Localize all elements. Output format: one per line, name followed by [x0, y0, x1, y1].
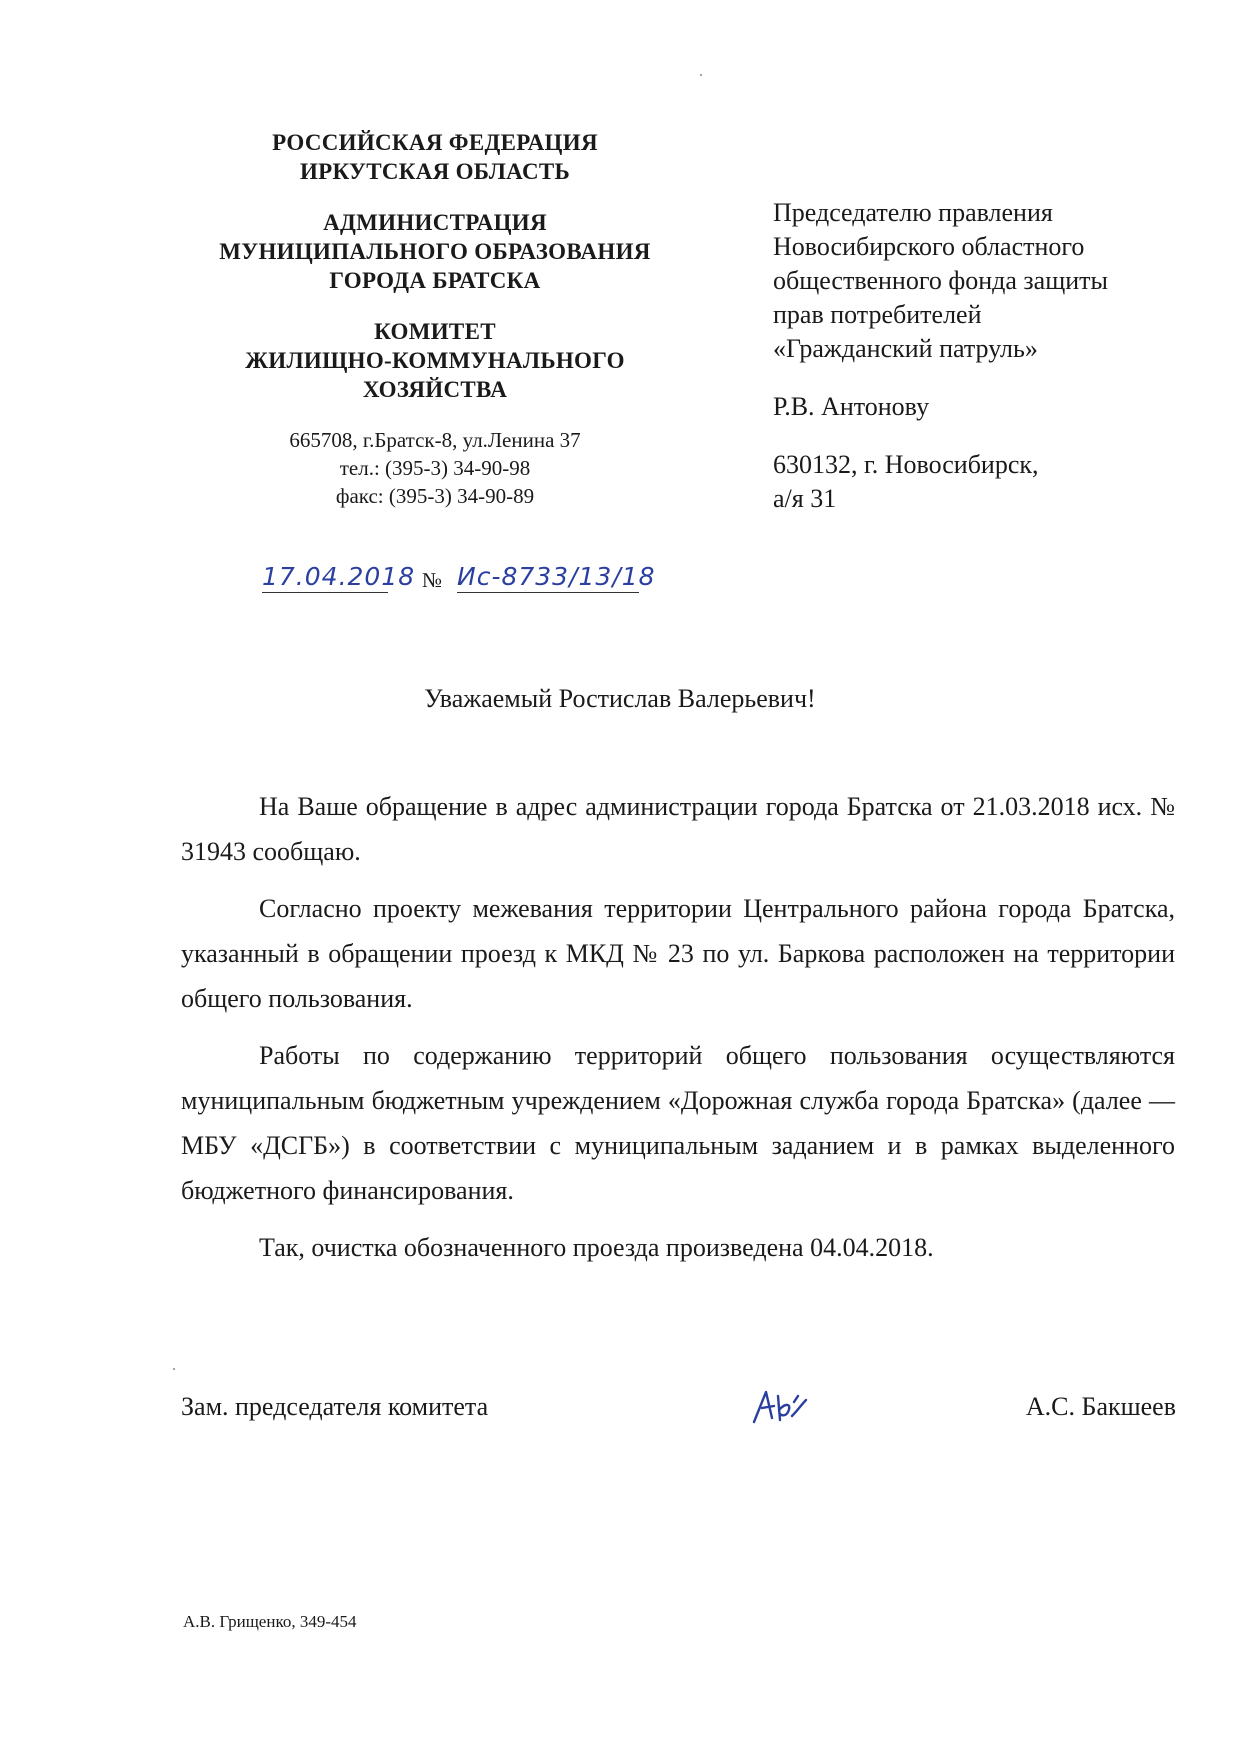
handwritten-signature [748, 1382, 808, 1430]
letterhead-fax: факс: (395-3) 34-90-89 [335, 484, 535, 508]
letter-body [181, 784, 1175, 1282]
letterhead [180, 128, 690, 510]
addressee-postal-line: 630132, г. Новосибирск, [773, 450, 1039, 479]
scan-speck [173, 1368, 175, 1370]
letterhead-address: 665708, г.Братск-8, ул.Ленина 37 [289, 428, 581, 452]
letterhead-phone: тел.: (395-3) 34-90-98 [339, 456, 531, 480]
addressee-line: Новосибирского областного [773, 232, 1085, 261]
addressee-name: Р.В. Антонову [773, 392, 930, 421]
addressee-line: общественного фонда защиты [773, 266, 1108, 295]
body-paragraph: На Ваше обращение в адрес администрации города Братска от 21.03.2018 исх. № 31943 сообщаю. [181, 792, 1175, 866]
registration-number-sign: № [422, 568, 443, 592]
letterhead-line: КОМИТЕТ [374, 319, 496, 344]
registration-line [262, 562, 656, 596]
registration-date: 17.04.2018 [262, 562, 416, 591]
addressee-postal-line: а/я 31 [773, 484, 837, 513]
letterhead-line: ИРКУТСКАЯ ОБЛАСТЬ [299, 159, 570, 184]
letterhead-line: АДМИНИСТРАЦИЯ [323, 210, 547, 235]
registration-number: Ис-8733/13/18 [457, 562, 656, 591]
addressee-position [773, 196, 1213, 366]
letterhead-country [180, 128, 690, 186]
addressee-line: «Гражданский патруль» [773, 334, 1038, 363]
letterhead-committee [180, 317, 690, 404]
letterhead-administration [180, 208, 690, 295]
addressee-line: прав потребителей [773, 300, 982, 329]
signatory-name: А.С. Бакшеев [1025, 1392, 1176, 1421]
scan-speck [700, 74, 702, 76]
body-paragraph: Работы по содержанию территорий общего пользования осуществляются муниципальным бюджетным учреждением «Дорожная служба города Братска» (далее — МБУ «ДСГБ») в соответствии с муниципальным заданием и в рамках выделенного бюджетного финансирования. [181, 1041, 1175, 1205]
letterhead-line: ЖИЛИЩНО-КОММУНАЛЬНОГО [245, 348, 625, 373]
addressee-block [773, 196, 1213, 516]
letterhead-line: МУНИЦИПАЛЬНОГО ОБРАЗОВАНИЯ [219, 239, 651, 264]
executor-note: А.В. Грищенко, 349-454 [183, 1612, 357, 1631]
signatory-title: Зам. председателя комитета [181, 1392, 489, 1421]
letterhead-line: РОССИЙСКАЯ ФЕДЕРАЦИЯ [272, 130, 598, 155]
letterhead-line: ГОРОДА БРАТСКА [329, 268, 541, 293]
letterhead-line: ХОЗЯЙСТВА [362, 377, 508, 402]
salutation: Уважаемый Ростислав Валерьевич! [424, 684, 816, 713]
body-paragraph: Согласно проекту межевания территории Центрального района города Братска, указанный в обращении проезд к МКД № 23 по ул. Баркова расположен на территории общего пользования. [181, 894, 1175, 1013]
addressee-line: Председателю правления [773, 198, 1053, 227]
body-paragraph: Так, очистка обозначенного проезда произведена 04.04.2018. [259, 1233, 934, 1262]
addressee-postal [773, 448, 1213, 516]
letterhead-contacts [180, 426, 690, 510]
